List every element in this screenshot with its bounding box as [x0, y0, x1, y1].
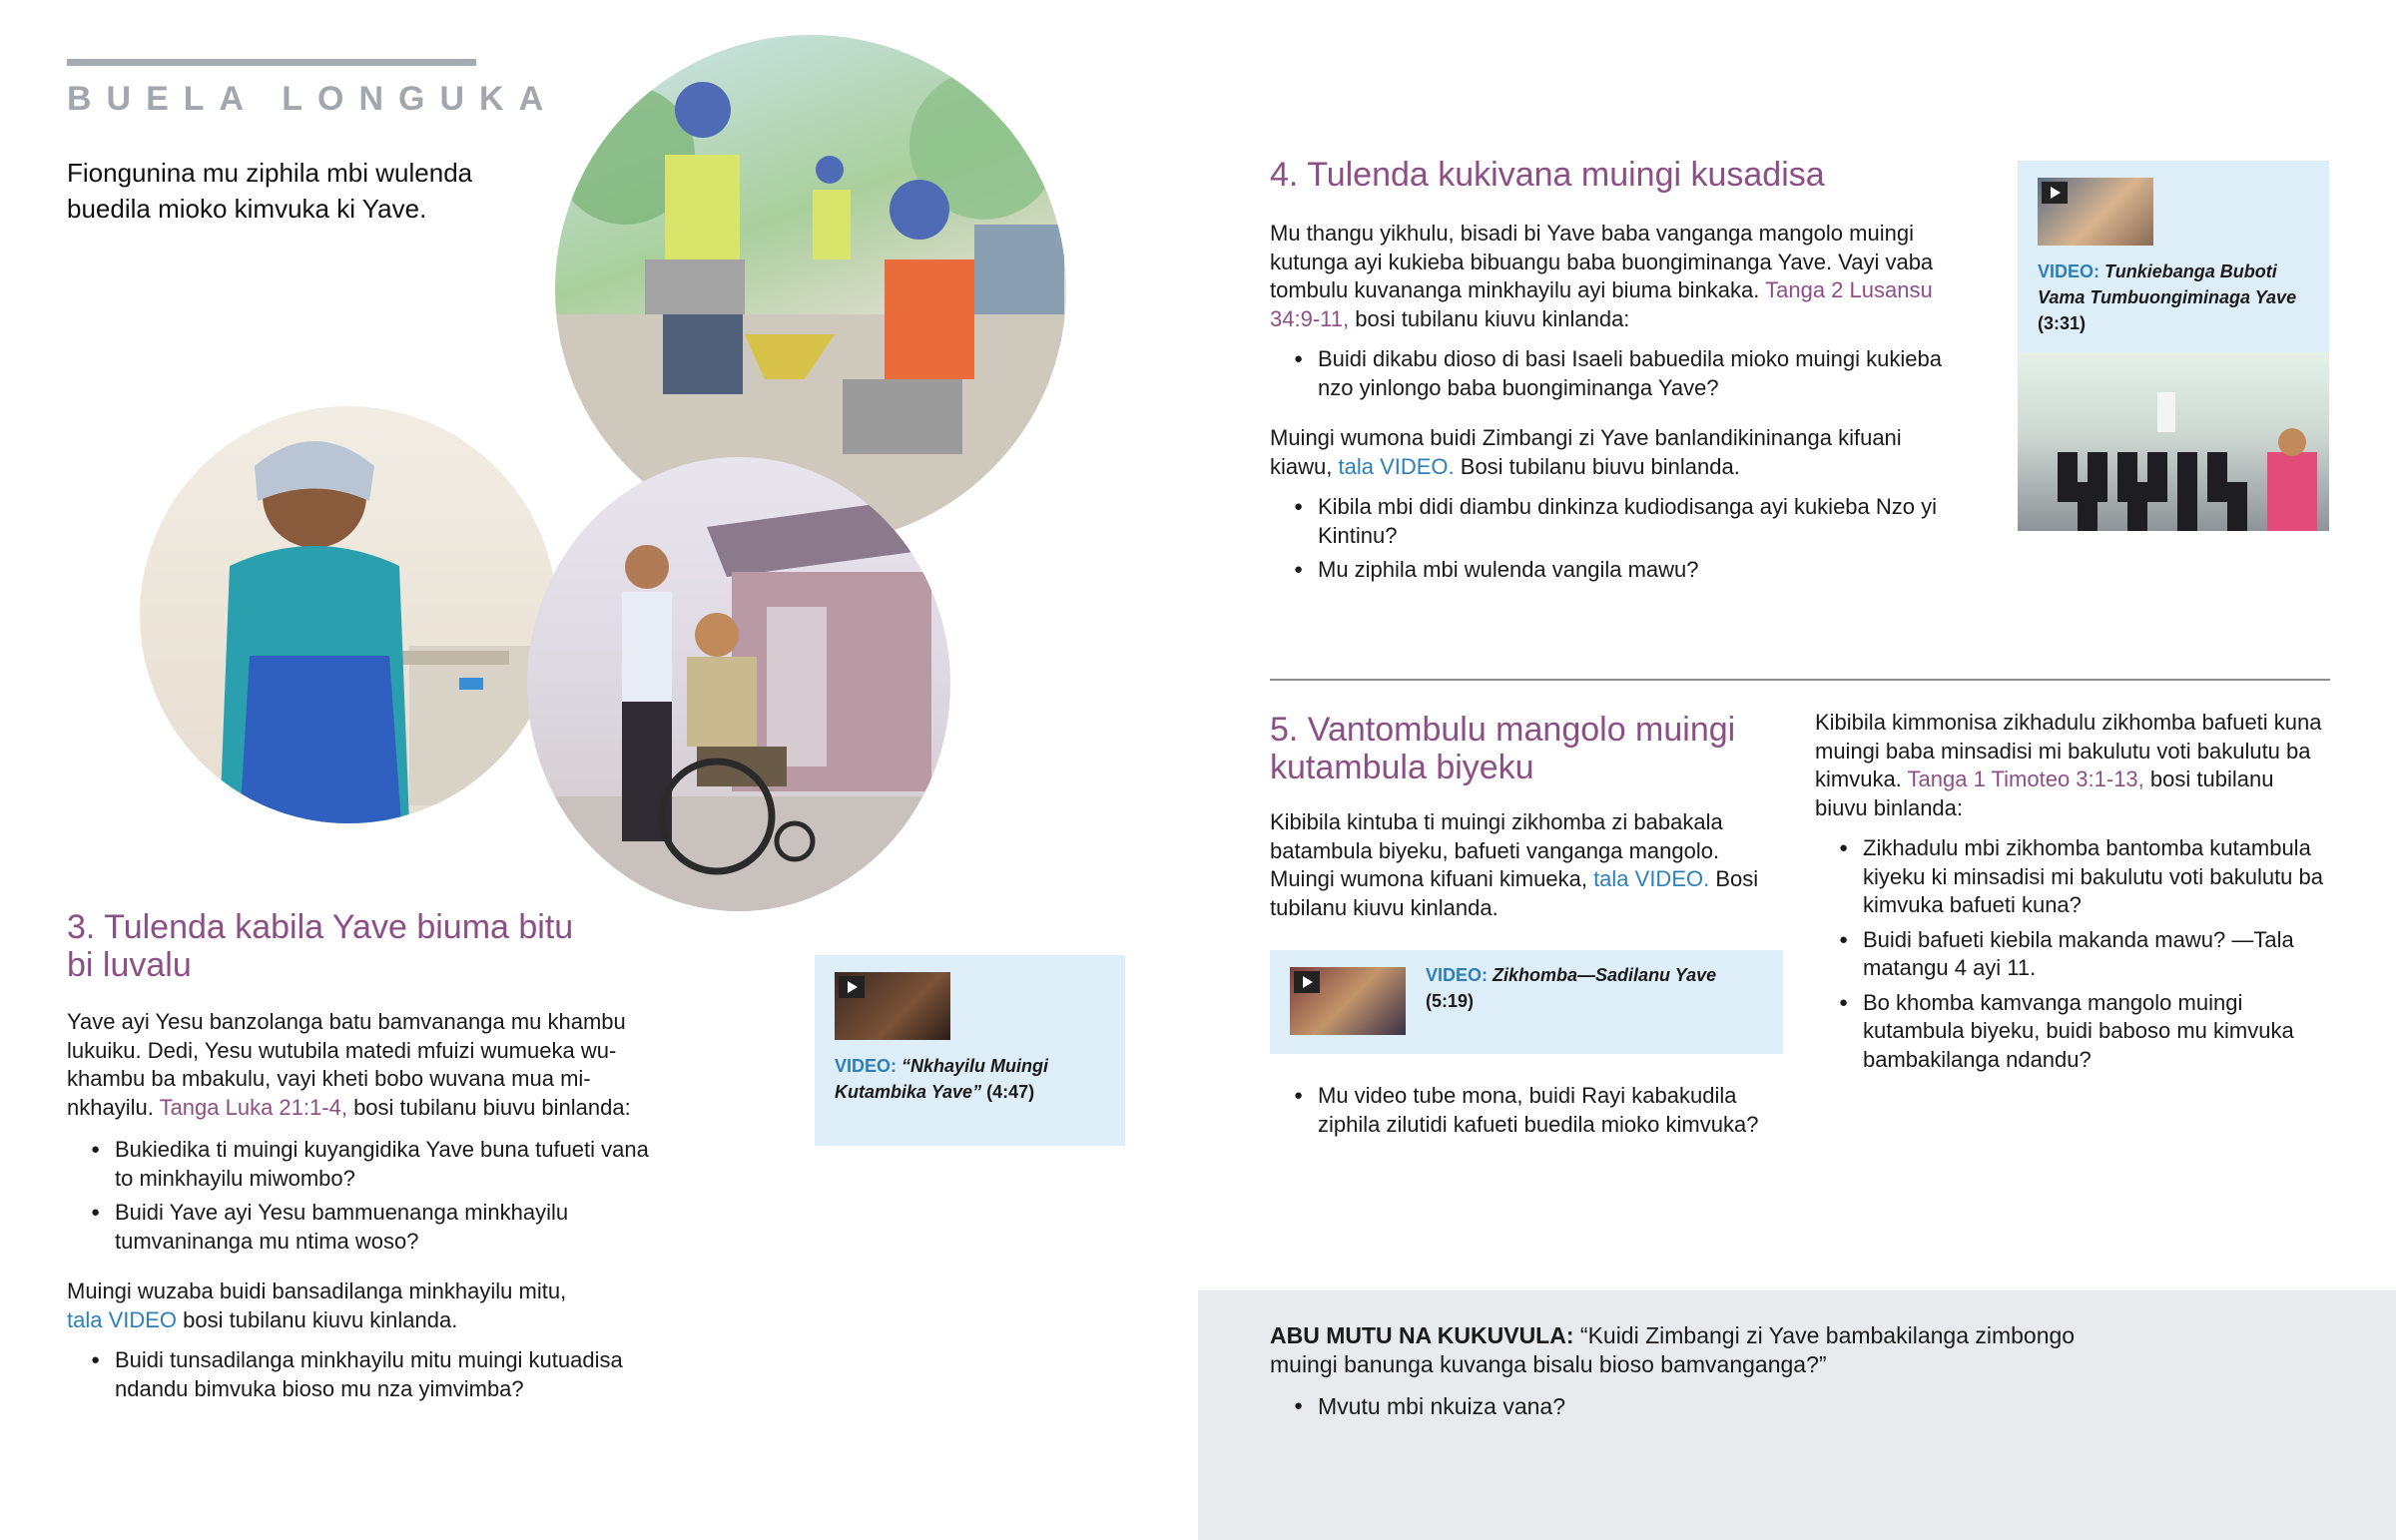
section-3-paragraph-2: [67, 1278, 666, 1334]
section-kicker: BUELA LONGUKA: [67, 80, 559, 118]
section-4-text-2-end: Bosi tubilanu biuvu binlanda.: [1460, 453, 1740, 479]
illustration-construction: [555, 35, 1066, 544]
header-rule: [67, 59, 476, 66]
video-duration: (5:19): [1426, 991, 1475, 1011]
section-3-text-end: bosi tubilanu biuvu binlanda:: [353, 1094, 631, 1120]
section-3-text-2-end: bosi tubilanu kiuvu kinlanda.: [183, 1306, 458, 1332]
scripture-link-timoteo[interactable]: Tanga 1 Timoteo 3:1-13,: [1907, 767, 2144, 791]
video-tag: VIDEO:: [2038, 261, 2100, 281]
video-thumbnail[interactable]: [835, 972, 950, 1040]
play-icon[interactable]: [839, 976, 865, 998]
video-tag: VIDEO:: [1426, 965, 1489, 985]
section-3-body: [67, 1008, 666, 1409]
section-5-body: [1270, 808, 1769, 922]
section-3-paragraph: [67, 1008, 666, 1122]
scripture-link-luka[interactable]: Tanga Luka 21:1-4,: [159, 1094, 347, 1120]
section-5-questions-2: [1815, 834, 2329, 1074]
section-4-text-2: Muingi wumona buidi Zimbangi zi Yave banlandikininanga kifuani kiawu,: [1270, 425, 1902, 479]
question-item: ● Bukiedika ti muingi kuyangidika Yave buna tufueti vana to minkhayilu miwombo?: [67, 1136, 666, 1193]
video-link[interactable]: tala VIDEO.: [1338, 453, 1455, 479]
illustration-donation: [140, 406, 557, 823]
section-5-questions: [1270, 1082, 1769, 1139]
question-item: ● Mu ziphila mbi wulenda vangila mawu?: [1270, 556, 1949, 585]
question-item: ● Buidi dikabu dioso di basi Isaeli babuedila mioko muingi kukieba nzo yinlongo baba buongiminanga Yave?: [1270, 345, 1949, 402]
question-item: ● Buidi Yave ayi Yesu bammuenanga minkhayilu tumvaninanga mu ntima woso?: [67, 1199, 666, 1256]
section-5-text: Kibibila kintuba ti muingi zikhomba zi babakala batambula biyeku, bafueti vanganga mangolo. Muingi wumona kifuani kimueka,: [1270, 809, 1723, 891]
section-3-questions: [67, 1136, 666, 1256]
video-tag: VIDEO:: [835, 1056, 898, 1076]
section-5-column-2: [1815, 709, 2329, 1080]
section-3-questions-2: [67, 1346, 666, 1403]
video-thumbnail[interactable]: [1290, 967, 1406, 1035]
section-4-paragraph-2: [1270, 424, 1949, 481]
video-title: Tunkiebanga Buboti Vama Tumbuongiminaga Yave: [2038, 261, 2297, 307]
kingdom-hall-photo: [2018, 352, 2329, 531]
objection-content: [1270, 1321, 2148, 1427]
question-item: ● Kibila mbi didi diambu dinkinza kudiodisanga ayi kukieba Nzo yi Kintinu?: [1270, 493, 1949, 550]
video-title: Zikhomba—Sadilanu Yave: [1493, 965, 1717, 985]
section-4-paragraph: [1270, 220, 1949, 333]
video-title: “Nkhayilu Muingi Kutambika Yave”: [835, 1056, 1049, 1102]
video-duration: (4:47): [986, 1082, 1035, 1102]
section-5-paragraph-2: [1815, 709, 2329, 822]
question-item: ● Buidi tunsadilanga minkhayilu mitu muingi kutuadisa ndandu bimvuka bioso mu nza yimvimba?: [67, 1346, 666, 1403]
section-5-questions-block: [1270, 1082, 1769, 1145]
objection-label: ABU MUTU NA KUKUVULA:: [1270, 1322, 1574, 1348]
section-5-paragraph: [1270, 808, 1769, 922]
section-3-text: Yave ayi Yesu banzolanga batu bamvananga mu khambu lukuiku. Dedi, Yesu wutubila matedi mfuizi wumueka wukhambu ba mbakulu, vayi kheti bobo wuvana mua minkhayilu.: [67, 1009, 626, 1120]
illustration-wheelchair: [527, 457, 950, 911]
video-card-offering[interactable]: [815, 955, 1125, 1146]
objection-paragraph: [1270, 1321, 2148, 1378]
section-5-text-2: Kibibila kimmonisa zikhadulu zikhomba bafueti kuna muingi baba minsadisi mi bakulutu voti bakulutu ba kimvuka.: [1815, 710, 2322, 791]
section-5-text-end: Bosi tubilanu kiuvu kinlanda.: [1270, 866, 1759, 920]
video-card-brothers[interactable]: [1270, 950, 1783, 1054]
scripture-link-lusansu[interactable]: Tanga 2 Lusansu 34:9-11,: [1270, 277, 1933, 331]
video-label: [835, 1053, 1104, 1105]
section-4-questions: [1270, 345, 1949, 402]
section-5-text-2-end: bosi tubilanu biuvu binlanda:: [1815, 767, 2274, 820]
section-4-text: Mu thangu yikhulu, bisadi bi Yave baba vanganga mangolo muingi kutunga ayi kukieba bibuangu baba buongiminanga Yave. Vayi vaba tombulu kuvananga minkhayilu ayi biuma binkaka.: [1270, 221, 1934, 302]
section-3-text-2: Muingi wuzaba buidi bansadilanga minkhayilu mitu,: [67, 1279, 567, 1303]
section-3-title: 3. Tulenda kabila Yave biuma bitu bi luvalu: [67, 908, 574, 984]
section-divider: [1270, 679, 2330, 681]
section-4-text-end: bosi tubilanu kiuvu kinlanda:: [1355, 305, 1630, 331]
video-card-kingdom-hall[interactable]: [2018, 161, 2329, 531]
intro-text: Fiongunina mu ziphila mbi wulenda buedila mioko kimvuka ki Yave.: [67, 158, 473, 224]
question-item: ● Bo khomba kamvanga mangolo muingi kutambula biyeku, buidi baboso mu kimvuka bambakilanga ndandu?: [1815, 989, 2329, 1075]
video-label: [2038, 258, 2317, 336]
video-duration: (3:31): [2038, 313, 2087, 333]
objection-quote: “Kuidi Zimbangi zi Yave bambakilanga zimbongo muingi banunga kuvanga bisalu bioso bamvanganga?”: [1270, 1322, 2076, 1377]
question-item: ● Mu video tube mona, buidi Rayi kabakudila ziphila zilutidi kafueti buedila mioko kimvuka?: [1270, 1082, 1769, 1139]
section-5-title: 5. Vantombulu mangolo muingi kutambula biyeku: [1270, 711, 1736, 786]
objection-questions: [1270, 1392, 2148, 1421]
video-link[interactable]: tala VIDEO.: [1593, 866, 1710, 891]
section-4-body: [1270, 220, 1949, 591]
section-4-title: 4. Tulenda kukivana muingi kusadisa: [1270, 156, 1825, 194]
video-thumbnail[interactable]: [2038, 178, 2153, 246]
question-item: ● Mvutu mbi nkuiza vana?: [1270, 1392, 2148, 1421]
play-icon[interactable]: [1294, 971, 1320, 993]
play-icon[interactable]: [2042, 182, 2068, 204]
section-4-questions-2: [1270, 493, 1949, 585]
video-label: [1426, 962, 1765, 1014]
question-item: ● Buidi bafueti kiebila makanda mawu? —Tala matangu 4 ayi 11.: [1815, 926, 2329, 983]
question-item: ● Zikhadulu mbi zikhomba bantomba kutambula kiyeku ki minsadisi mi bakulutu voti bakulutu ba kimvuka bafueti kuna?: [1815, 834, 2329, 920]
video-link[interactable]: tala VIDEO: [67, 1306, 178, 1332]
